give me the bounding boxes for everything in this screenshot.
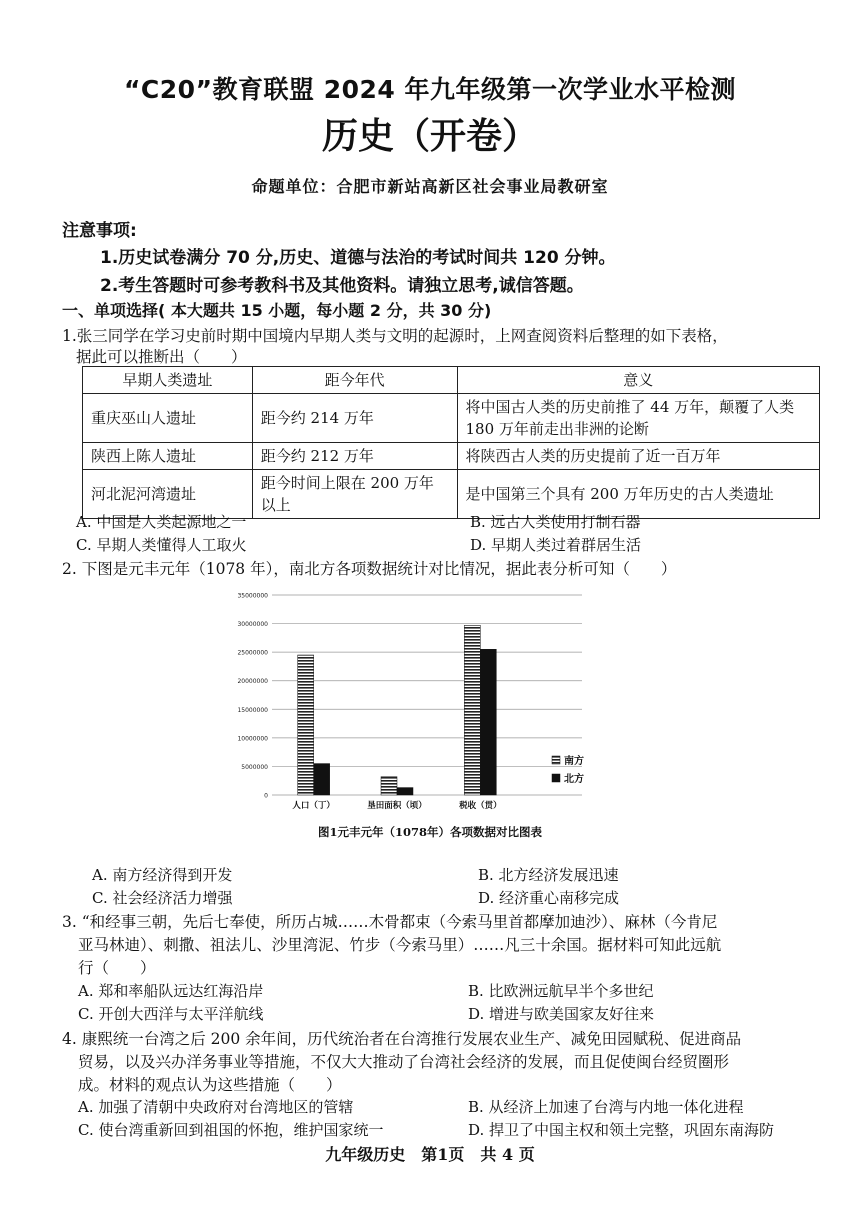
q3-option-c: C. 开创大西洋与太平洋航线 xyxy=(78,1005,264,1023)
legend-label: 南方 xyxy=(564,756,584,767)
chart-caption: 图1元丰元年（1078年）各项数据对比图表 xyxy=(317,825,542,839)
q3-option-b: B. 比欧洲远航早半个多世纪 xyxy=(468,982,654,1000)
bar xyxy=(464,625,480,795)
q1-option-c: C. 早期人类懂得人工取火 xyxy=(76,536,247,554)
q4-option-a: A. 加强了清朝中央政府对台湾地区的管辖 xyxy=(78,1098,354,1116)
q3-option-a: A. 郑和率船队远达红海沿岸 xyxy=(78,982,264,1000)
q3-stem: 亚马林迪）、刺撒、祖法儿、沙里湾泥、竹步（今索马里）……凡三十余国。据材料可知此远航 xyxy=(78,936,722,954)
y-tick-label: 10000000 xyxy=(237,735,268,743)
q4-option-b: B. 从经济上加速了台湾与内地一体化进程 xyxy=(468,1098,744,1116)
q2-option-c: C. 社会经济活力增强 xyxy=(92,889,233,907)
exam-subtitle: 历史（开卷） xyxy=(321,116,538,157)
q1-stem: 1.张三同学在学习史前时期中国境内早期人类与文明的起源时，上网查阅资料后整理的如下表格， xyxy=(62,327,728,345)
legend-label: 北方 xyxy=(564,774,584,785)
table-header: 距今年代 xyxy=(252,367,457,394)
x-tick-label: 人口（丁） xyxy=(292,801,335,811)
section-title: 一、单项选择( 本大题共 15 小题，每小题 2 分，共 30 分) xyxy=(62,301,492,320)
q4-stem: 成。材料的观点认为这些措施（ ） xyxy=(78,1076,342,1094)
table-header: 意义 xyxy=(457,367,820,394)
y-tick-label: 5000000 xyxy=(241,763,268,771)
table-row xyxy=(83,394,820,443)
note-item: 2.考生答题时可参考教科书及其他资料。请独立思考,诚信答题。 xyxy=(100,276,584,296)
table-cell: 河北泥河湾遗址 xyxy=(83,470,253,519)
table-cell: 距今时间上限在 200 万年以上 xyxy=(252,470,457,519)
q1-option-a: A. 中国是人类起源地之一 xyxy=(76,513,247,531)
q4-stem: 4. 康熙统一台湾之后 200 余年间，历代统治者在台湾推行发展农业生产、减免田园赋税、促进商品 xyxy=(62,1030,742,1048)
legend-swatch xyxy=(552,774,560,782)
bar-chart xyxy=(210,585,650,825)
y-tick-label: 25000000 xyxy=(237,649,268,657)
table-cell: 距今约 214 万年 xyxy=(252,394,457,443)
q1-option-d: D. 早期人类过着群居生活 xyxy=(470,536,642,554)
q1-option-b: B. 远古人类使用打制石器 xyxy=(470,513,641,531)
y-tick-label: 35000000 xyxy=(237,592,268,600)
q2-stem: 2. 下图是元丰元年（1078 年），南北方各项数据统计对比情况，据此表分析可知（ ） xyxy=(62,560,677,578)
x-tick-label: 税收（贯） xyxy=(459,801,502,811)
q3-stem: 3. “和经事三朝，先后七奉使，所历占城……木骨都束（今索马里首都摩加迪沙）、麻林（今肯尼 xyxy=(62,913,718,931)
table-cell: 重庆巫山人遗址 xyxy=(83,394,253,443)
q4-option-d: D. 捍卫了中国主权和领土完整，巩固东南海防 xyxy=(468,1121,775,1139)
x-tick-label: 垦田面积（顷） xyxy=(367,801,427,811)
table-cell: 陕西上陈人遗址 xyxy=(83,443,253,470)
q4-option-c: C. 使台湾重新回到祖国的怀抱，维护国家统一 xyxy=(78,1121,384,1139)
bar xyxy=(397,788,413,795)
notes-heading: 注意事项: xyxy=(62,221,137,241)
y-tick-label: 20000000 xyxy=(237,678,268,686)
q2-option-b: B. 北方经济发展迅速 xyxy=(478,866,619,884)
table-cell: 将中国古人类的历史前推了 44 万年，颠覆了人类 180 万年前走出非洲的论断 xyxy=(457,394,820,443)
q3-stem: 行（ ） xyxy=(78,959,156,977)
table-cell: 是中国第三个具有 200 万年历史的古人类遗址 xyxy=(457,470,820,519)
page-footer: 九年级历史 第1页 共 4 页 xyxy=(325,1145,535,1164)
table-row xyxy=(83,443,820,470)
bar xyxy=(381,777,397,795)
q4-stem: 贸易，以及兴办洋务事业等措施，不仅大大推动了台湾社会经济的发展，而且促使闽台经贸圈形 xyxy=(78,1053,730,1071)
y-tick-label: 0 xyxy=(264,792,268,800)
table-cell: 将陕西古人类的历史提前了近一百万年 xyxy=(457,443,820,470)
y-tick-label: 15000000 xyxy=(237,706,268,714)
q3-option-d: D. 增进与欧美国家友好往来 xyxy=(468,1005,655,1023)
bar xyxy=(480,649,496,795)
note-item: 1.历史试卷满分 70 分,历史、道德与法治的考试时间共 120 分钟。 xyxy=(100,248,616,268)
table-header: 早期人类遗址 xyxy=(83,367,253,394)
y-tick-label: 30000000 xyxy=(237,621,268,629)
exam-author: 命题单位：合肥市新站高新区社会事业局教研室 xyxy=(251,177,609,196)
q2-chart xyxy=(210,585,650,845)
q1-table xyxy=(82,366,820,519)
bar xyxy=(298,655,314,795)
q2-option-d: D. 经济重心南移完成 xyxy=(478,889,620,907)
q1-stem: 据此可以推断出（ ） xyxy=(76,348,247,366)
exam-title: “C20”教育联盟 2024 年九年级第一次学业水平检测 xyxy=(124,75,736,104)
table-header-row xyxy=(83,367,820,394)
bar xyxy=(314,764,330,795)
legend-swatch xyxy=(552,756,560,764)
q2-option-a: A. 南方经济得到开发 xyxy=(92,866,233,884)
table-cell: 距今约 212 万年 xyxy=(252,443,457,470)
